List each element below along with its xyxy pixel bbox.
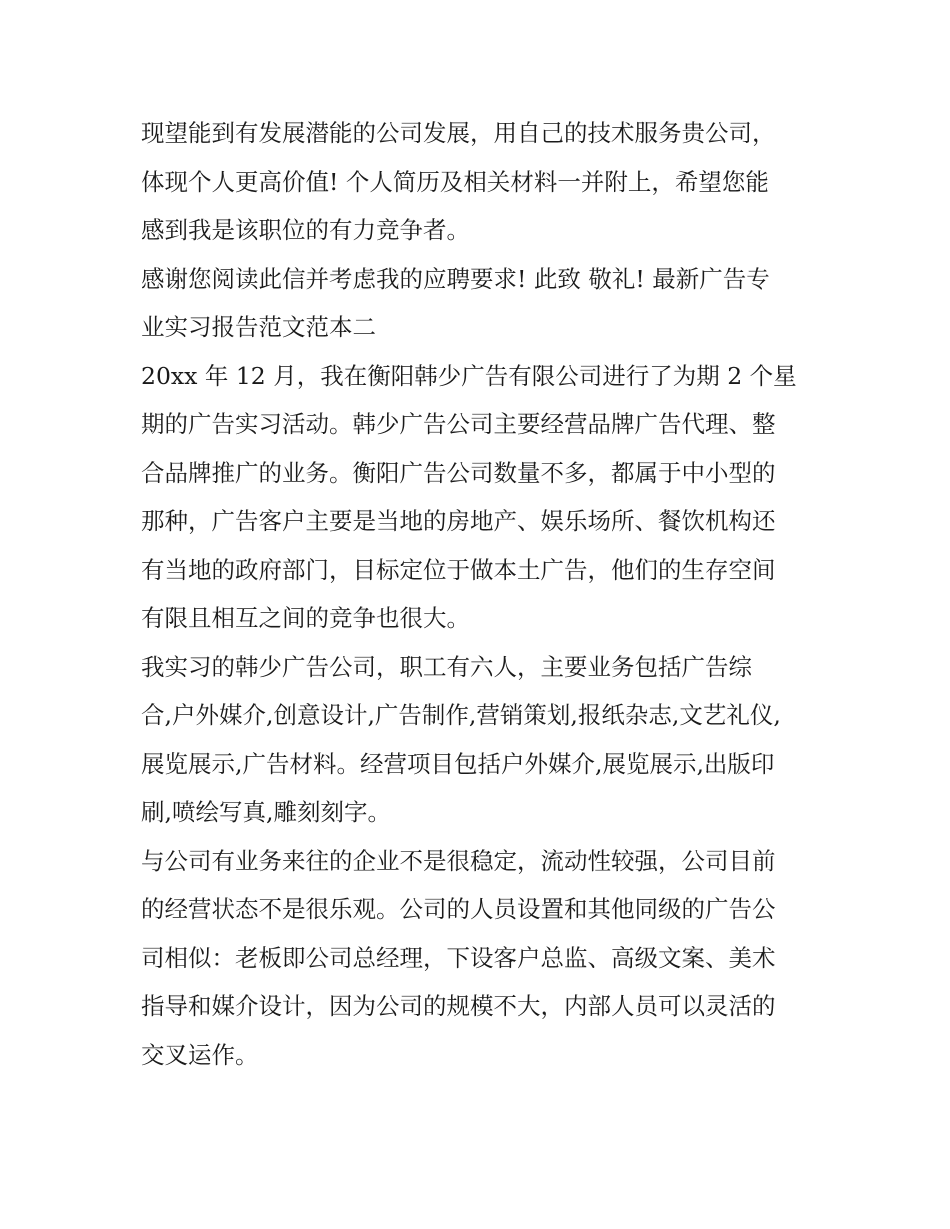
text-line: 合,户外媒介,创意设计,广告制作,营销策划,报纸杂志,文艺礼仪, xyxy=(141,701,781,729)
text-line: 20xx 年 12 月，我在衡阳韩少广告有限公司进行了为期 2 个星 xyxy=(141,361,797,390)
text-line: 展览展示,广告材料。经营项目包括户外媒介,展览展示,出版印 xyxy=(141,749,775,778)
text-line: 业实习报告范文范本二 xyxy=(141,313,376,341)
document-body xyxy=(141,109,821,1079)
text-line: 司相似：老板即公司总经理，下设客户总监、高级文案、美术 xyxy=(141,943,776,972)
text-line: 体现个人更高价值! 个人简历及相关材料一并附上，希望您能 xyxy=(141,167,769,196)
text-line: 感到我是该职位的有力竞争者。 xyxy=(141,216,470,244)
text-line: 刷,喷绘写真,雕刻刻字。 xyxy=(141,798,391,826)
text-line: 的经营状态不是很乐观。公司的人员设置和其他同级的广告公 xyxy=(141,895,776,923)
text-line: 期的广告实习活动。韩少广告公司主要经营品牌广告代理、整 xyxy=(141,410,776,438)
text-line: 感谢您阅读此信并考虑我的应聘要求! 此致 敬礼! 最新广告专 xyxy=(141,264,770,293)
text-line: 有当地的政府部门，目标定位于做本土广告，他们的生存空间 xyxy=(141,555,776,584)
text-line: 交叉运作。 xyxy=(141,1040,259,1069)
text-line: 现望能到有发展潜能的公司发展，用自己的技术服务贵公司， xyxy=(141,119,776,147)
text-line: 那种，广告客户主要是当地的房地产、娱乐场所、餐饮机构还 xyxy=(141,507,776,535)
text-line: 与公司有业务来往的企业不是很稳定，流动性较强，公司目前 xyxy=(141,846,776,875)
text-line: 我实习的韩少广告公司，职工有六人，主要业务包括广告综 xyxy=(141,652,752,681)
text-line: 合品牌推广的业务。衡阳广告公司数量不多，都属于中小型的 xyxy=(141,458,776,487)
text-line: 指导和媒介设计，因为公司的规模不大，内部人员可以灵活的 xyxy=(141,992,776,1020)
text-line: 有限且相互之间的竞争也很大。 xyxy=(141,604,470,632)
